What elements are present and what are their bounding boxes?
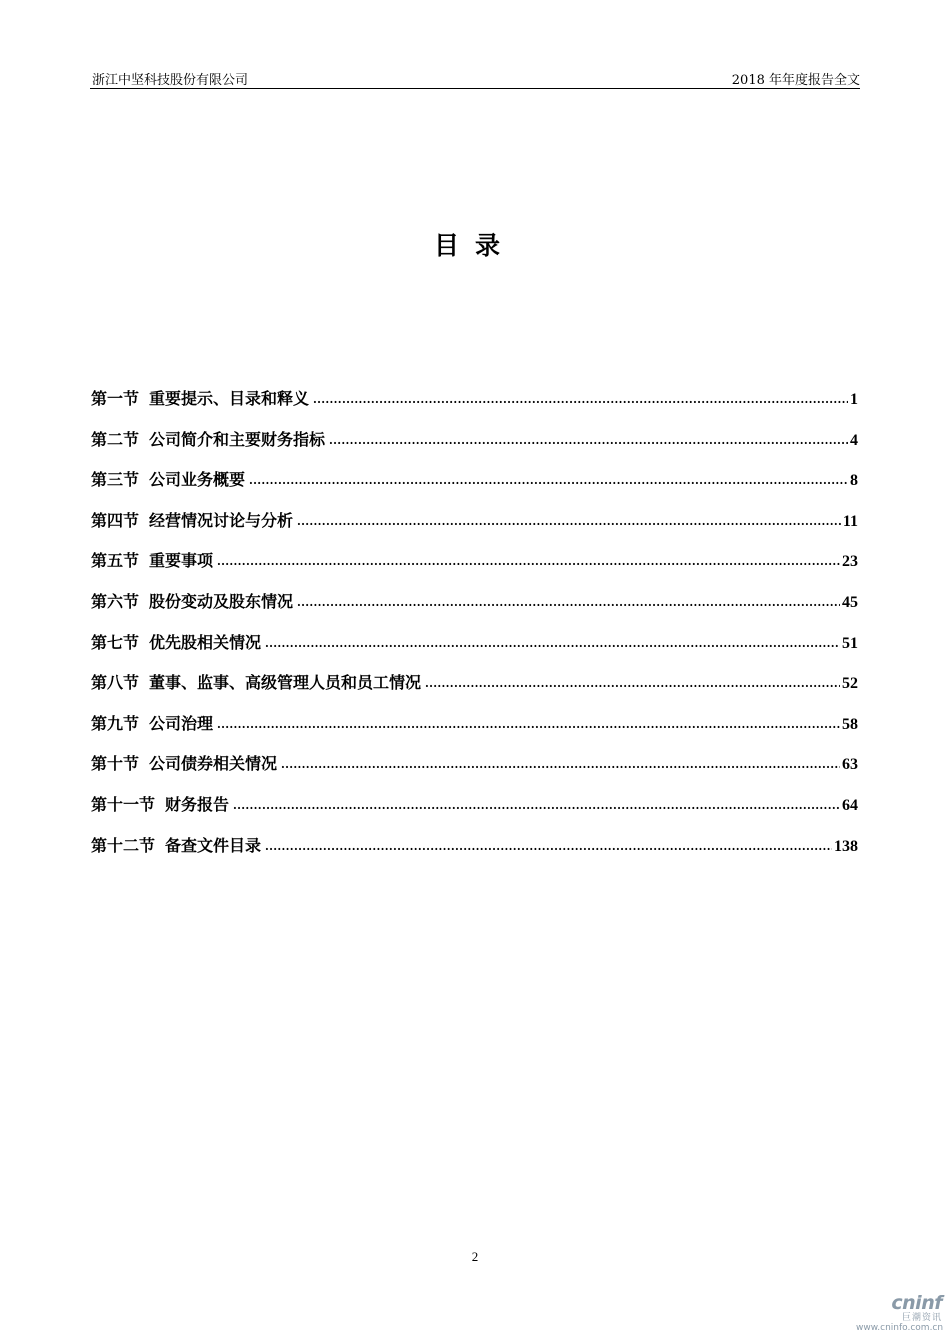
toc-page: 51: [842, 634, 858, 652]
toc-item[interactable]: [91, 467, 858, 508]
toc-section: 第三节: [91, 470, 140, 490]
toc-page: 58: [842, 715, 858, 733]
toc-page: 138: [834, 837, 858, 855]
toc-item[interactable]: [91, 751, 858, 792]
toc-section: 第十二节: [91, 835, 156, 855]
toc-section: 第八节: [91, 673, 140, 693]
toc-leader: [329, 429, 848, 448]
toc-section: 第七节: [91, 632, 140, 652]
toc-page: 8: [850, 472, 858, 490]
toc-name: 优先股相关情况: [149, 632, 262, 652]
toc-name: 经营情况讨论与分析: [149, 510, 294, 530]
toc-leader: [297, 591, 840, 610]
toc-item[interactable]: [91, 427, 858, 468]
toc-leader: [249, 469, 848, 488]
toc-name: 财务报告: [165, 794, 230, 814]
toc-leader: [233, 794, 840, 813]
toc-name: 公司治理: [149, 713, 214, 733]
toc-page: 11: [842, 512, 858, 530]
toc-item[interactable]: [91, 670, 858, 711]
toc-name: 重要事项: [149, 551, 214, 571]
toc-name: 公司债券相关情况: [149, 754, 278, 774]
toc-leader: [297, 510, 841, 529]
header-company: 浙江中坚科技股份有限公司: [92, 73, 249, 88]
toc-page: 23: [842, 553, 858, 571]
toc-section: 第一节: [91, 389, 140, 408]
toc-leader: [281, 753, 840, 772]
toc-page: 1: [850, 391, 858, 408]
toc-section: 第五节: [91, 551, 140, 571]
toc-page: 45: [842, 593, 858, 611]
toc-section: 第十节: [91, 754, 140, 774]
toc-name: 股份变动及股东情况: [149, 591, 294, 611]
toc-leader: [217, 550, 840, 569]
toc-item[interactable]: [91, 548, 858, 589]
toc-leader: [425, 672, 840, 691]
toc-name: 重要提示、目录和释义: [149, 389, 310, 408]
table-of-contents: [91, 386, 858, 873]
toc-leader: [217, 713, 840, 732]
toc-item[interactable]: [91, 792, 858, 833]
cninfo-watermark: [856, 1293, 942, 1334]
header-report-title: 2018 年年度报告全文: [731, 73, 860, 88]
toc-name: 公司简介和主要财务指标: [149, 429, 326, 449]
page-number: 2: [471, 1249, 479, 1264]
toc-section: 第六节: [91, 591, 140, 611]
toc-item[interactable]: [91, 589, 858, 630]
toc-page: 52: [842, 675, 858, 693]
cninfo-site-url: www.cninfo.com.cn: [856, 1323, 944, 1333]
toc-name: 公司业务概要: [149, 470, 246, 490]
page-header: [90, 66, 860, 89]
toc-section: 第四节: [91, 510, 140, 530]
cninfo-logo: cninf: [891, 1292, 942, 1314]
toc-name: 备查文件目录: [165, 835, 262, 855]
toc-title: 目录: [433, 231, 516, 260]
toc-leader: [265, 632, 840, 651]
cninfo-logo-subtitle: 巨潮资讯: [901, 1313, 942, 1323]
toc-leader: [313, 388, 848, 407]
toc-page: 64: [842, 796, 858, 814]
toc-leader: [265, 835, 832, 854]
toc-section: 第九节: [91, 713, 140, 733]
toc-name: 董事、监事、高级管理人员和员工情况: [149, 673, 422, 693]
toc-item[interactable]: [91, 386, 858, 427]
toc-item[interactable]: [91, 833, 858, 874]
toc-section: 第十一节: [91, 794, 156, 814]
toc-item[interactable]: [91, 630, 858, 671]
toc-item[interactable]: [91, 711, 858, 752]
toc-section: 第二节: [91, 429, 140, 449]
toc-item[interactable]: [91, 508, 858, 549]
toc-page: 4: [850, 431, 858, 449]
toc-page: 63: [842, 756, 858, 774]
